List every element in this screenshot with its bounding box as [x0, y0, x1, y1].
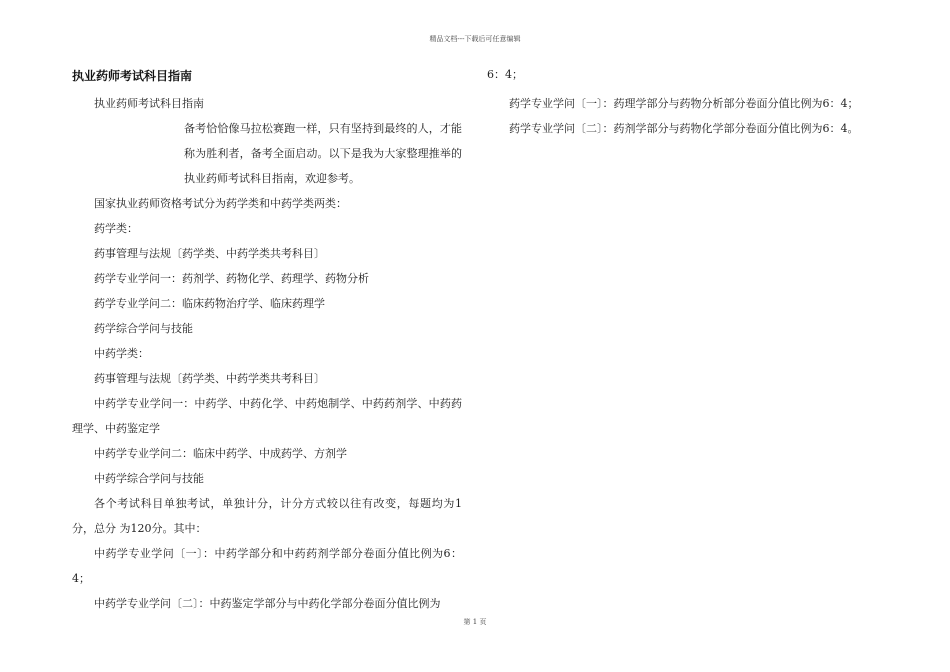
paragraph: 药学专业学问二：临床药物治疗学、临床药理学	[94, 297, 325, 310]
paragraph: 中药学类：	[94, 347, 149, 360]
paragraph: 药学类：	[94, 222, 138, 235]
paragraph: 中药学专业学问二：临床中药学、中成药学、方剂学	[94, 447, 347, 460]
left-column	[72, 66, 462, 616]
paragraph: 药学综合学问与技能	[94, 322, 193, 335]
page-header: 精品文档---下载后可任意编辑	[429, 35, 521, 43]
paragraph: 中药学专业学问〔一〕：中药学部分和中药药剂学部分卷面分值比例为6：4；	[72, 547, 462, 585]
paragraph: 药学专业学问〔二〕：药剂学部分与药物化学部分卷面分值比例为6：4。	[509, 122, 859, 135]
paragraph: 中药学专业学问〔二〕：中药鉴定学部分与中药化学部分卷面分值比例为	[94, 597, 441, 610]
paragraph: 药学专业学问〔一〕：药理学部分与药物分析部分卷面分值比例为6：4；	[509, 97, 859, 110]
paragraph: 国家执业药师资格考试分为药学类和中药学类两类：	[94, 197, 347, 210]
paragraph: 药学专业学问一：药剂学、药物化学、药理学、药物分析	[94, 272, 369, 285]
page-footer: 第 1 页	[463, 618, 487, 626]
right-column	[487, 66, 882, 141]
paragraph: 药事管理与法规〔药学类、中药学类共考科目〕	[94, 247, 325, 260]
paragraph: 中药学综合学问与技能	[94, 472, 204, 485]
paragraph: 各个考试科目单独考试，单独计分，计分方式较以往有改变，每题均为1分，总分 为120分。其中：	[72, 497, 462, 535]
intro-paragraph: 备考恰恰像马拉松赛跑一样，只有坚持到最终的人，才能称为胜利者，备考全面启动。以下是我为大家整理推举的执业药师考试科目指南，欢迎参考。	[184, 122, 462, 185]
document-title: 执业药师考试科目指南	[72, 69, 193, 83]
paragraph: 中药学专业学问一：中药学、中药化学、中药炮制学、中药药剂学、中药药理学、中药鉴定学	[72, 397, 462, 435]
paragraph-continuation: 6：4；	[487, 68, 523, 81]
subtitle-paragraph: 执业药师考试科目指南	[94, 97, 204, 110]
paragraph: 药事管理与法规〔药学类、中药学类共考科目〕	[94, 372, 325, 385]
